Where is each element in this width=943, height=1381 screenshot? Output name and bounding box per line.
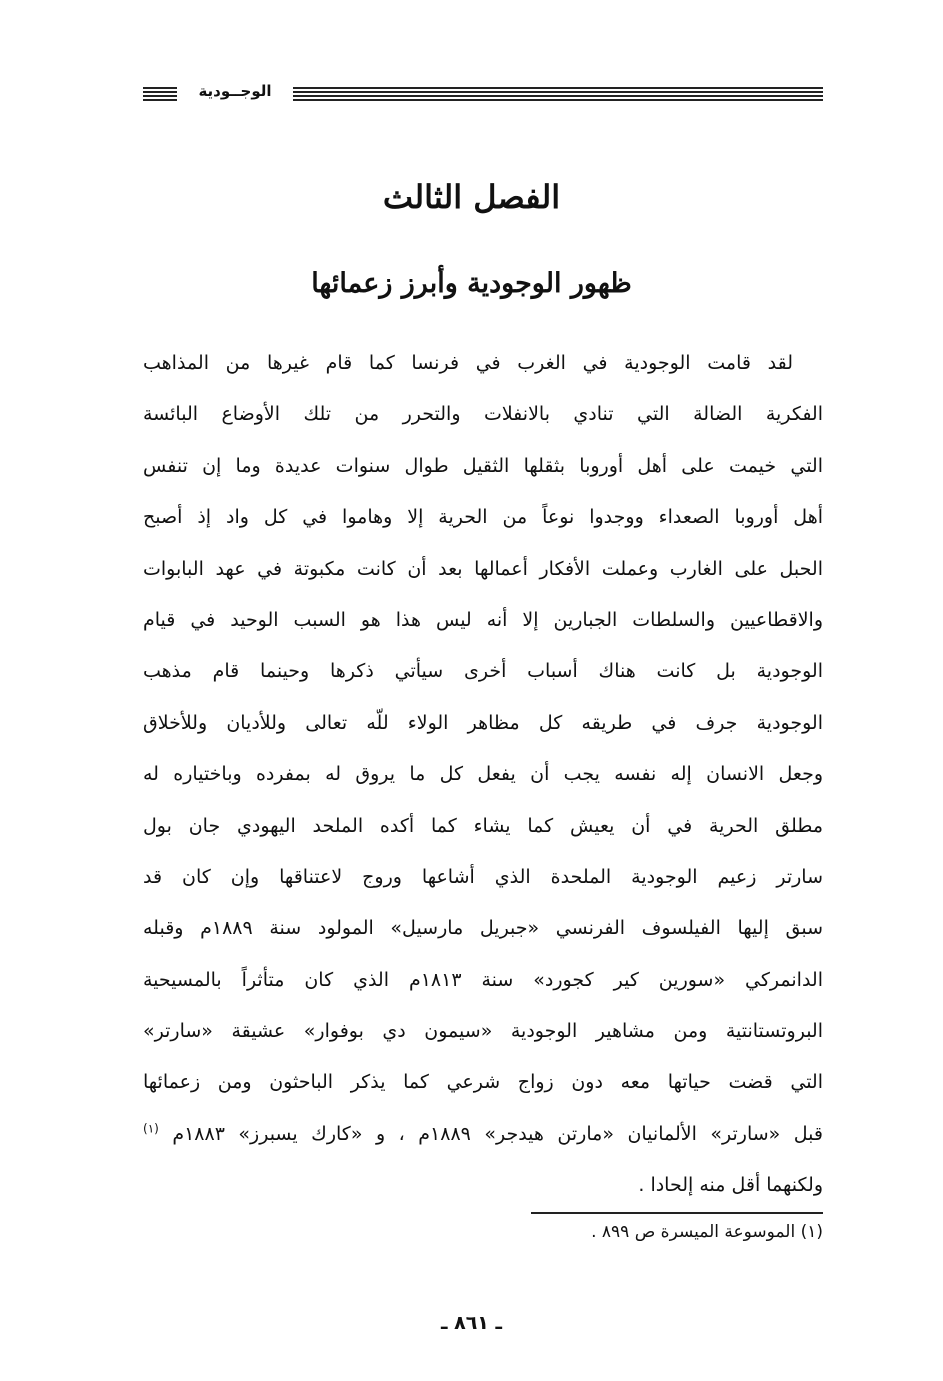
section-title: ظهور الوجودية وأبرز زعمائها [311, 268, 632, 299]
footnote-marker: (١) [143, 1121, 159, 1136]
body-line-text: قبل «سارتر» الألمانيان «مارتن هيدجر» ١٨٨٩م ، و «كارك يسبرز» ١٨٨٣م [172, 1122, 823, 1145]
footnote: (١) الموسوعة الميسرة ص ٨٩٩ . [591, 1222, 823, 1242]
body-line: وجعل الانسان إله نفسه يجب أن يفعل كل ما يروق له بمفرده وباختياره له [143, 763, 823, 786]
body-line: لقد قامت الوجودية في الغرب في فرنسا كما قام غيرها من المذاهب [143, 352, 793, 374]
body-line: الوجودية بل كانت هناك أسباب أخرى سيأتي ذكرها وحينما قام مذهب [143, 660, 823, 683]
page-number: ـ ٨٦١ ـ [440, 1312, 502, 1334]
body-line: البروتستانتية ومن مشاهير الوجودية «سيمون دي بوفوار» عشيقة «سارتر» [143, 1020, 823, 1043]
body-line: الدانمركي «سورين كير كجورد» سنة ١٨١٣م الذي كان متأثراً بالمسيحية [143, 968, 823, 991]
header-rule-short [143, 87, 177, 103]
body-line: الوجودية جرف في طريقه كل مظاهر الولاء للّه تعالى وللأديان وللأخلاق [143, 711, 823, 734]
header-rule-long [293, 87, 823, 103]
body-line: أهل أوروبا الصعداء ووجدوا نوعاً من الحرية إلا وهاموا في كل واد إذ أصبح [143, 506, 823, 529]
body-line: التي خيمت على أهل أوروبا بثقلها الثقيل طوال سنوات عديدة وما إن تنفس [143, 454, 823, 477]
body-line: التي قضت حياتها معه دون زواج شرعي كما يذكر الباحثون ومن زعمائها [143, 1071, 823, 1094]
body-line: سارتر زعيم الوجودية الملحدة الذي أشاعها وروج لاعتناقها وإن كان قد [143, 865, 823, 888]
body-line-with-note [143, 1109, 823, 1160]
running-header [143, 84, 823, 106]
footnote-separator [531, 1212, 823, 1214]
running-title: الوجــودية [198, 82, 272, 100]
body-line: سبق إليها الفيلسوف الفرنسي «جبريل مارسيل» المولود سنة ١٨٨٩م وقبله [143, 917, 823, 940]
body-text [143, 338, 823, 1212]
body-line: الفكرية الضالة التي تنادي بالانفلات والتحرر من تلك الأوضاع البائسة [143, 403, 823, 426]
body-line: مطلق الحرية في أن يعيش كما يشاء كما أكده الملحد اليهودي جان بول [143, 814, 823, 837]
body-line: الحبل على الغارب وعملت الأفكار أعمالها بعد أن كانت مكبوتة في عهد البابوات [143, 557, 823, 580]
chapter-title: الفصل الثالث [382, 178, 561, 216]
body-line: ولكنهما أقل منه إلحادا . [638, 1174, 823, 1197]
body-line: والاقطاعيين والسلطات الجبارين إلا أنه ليس هذا هو السبب الوحيد في قيام [143, 608, 823, 631]
